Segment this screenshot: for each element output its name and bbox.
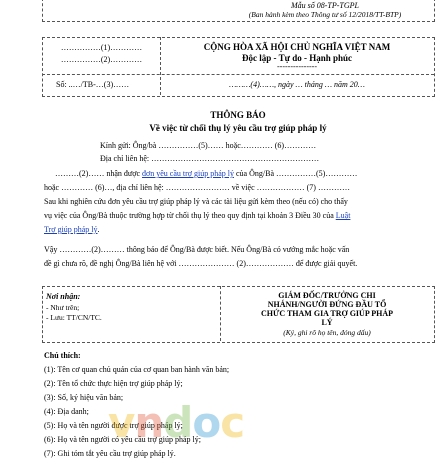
paragraph-1-line-1 [55,169,357,179]
note-item: (1): Tên cơ quan chủ quản của cơ quan ban hành văn bản; [44,365,230,374]
recipients-item-1: - Như trên; [46,303,80,312]
recipients-label: Nơi nhận: [46,292,81,301]
recipients-item-2: - Lưu: TT/CN/TC. [46,313,102,322]
watermark-text [108,398,244,447]
signature-divider [220,286,221,341]
note-item: (3): Số, ký hiệu văn bản; [44,393,124,402]
document-number: Số: ..…/TB-…(3)…… [56,80,130,89]
recipient-line: Kính gửi: Ông/bà ……………(5)…… hoặc………… (6)………… [100,141,317,150]
signer-title-3: CHỨC THAM GIA TRỢ GIÚP PHÁP [260,309,394,318]
address-line: Địa chỉ liên hệ: ……………………………………………………… [100,154,320,163]
form-issued-by: (Ban hành kèm theo Thông tư số 12/2018/TT-BTP) [248,10,402,19]
doc-subtitle: Về việc từ chối thụ lý yêu cầu trợ giúp pháp lý [149,123,327,133]
watermark-letter: n [134,398,164,447]
note-item: (4): Địa danh; [44,407,89,416]
form-number: Mẫu số 08-TP-TGPL [290,1,359,10]
doc-title: THÔNG BÁO [210,110,266,120]
header-agency-2: ……………(2)………… [60,55,143,64]
law-link[interactable]: Luật [335,211,351,220]
paragraph-2-line-2: đề gì chưa rõ, đề nghị Ông/Bà liên hệ với ………………… (2)……………… để được giải quyết. [44,259,358,268]
p1-text-a: ………(2)…… nhận được [55,169,142,178]
p1-line4-text: vụ việc của Ông/Bà thuộc trường hợp từ chối thụ lý theo quy định tại khoản 3 Điều 30 của [44,211,336,220]
note-item: (2): Tên tổ chức thực hiện trợ giúp pháp lý; [44,379,183,388]
paragraph-1-line-2: hoặc ………… (6)…, địa chỉ liên hệ: …………………… về việc ……………… (7) ………… [44,183,350,192]
date-line: ………(4)……, ngày … tháng … năm 20… [229,80,365,89]
note-item: (6): Họ và tên người có yêu cầu trợ giúp pháp lý; [44,435,201,444]
note-item: (7): Ghi tóm tắt yêu cầu trợ giúp pháp lý. [44,449,176,458]
sign-note: (Ký, ghi rõ họ tên, đóng dấu) [283,328,371,337]
signer-title-4: LÝ [321,318,333,327]
motto-rule: --------------- [277,62,317,71]
note-item: (5): Họ và tên người được trợ giúp pháp lý; [44,421,183,430]
vndoc-watermark-logo [108,398,244,447]
law-link-continued[interactable]: Trợ giúp pháp lý [44,225,98,234]
watermark-letter: v [108,398,135,447]
paragraph-2-line-1: Vậy …………(2)……… thông báo để Ông/Bà được biết. Nếu Ông/Bà có vướng mắc hoặc vấn [44,245,350,254]
paragraph-1-line-4 [44,211,350,221]
paragraph-1-line-3: Sau khi nghiên cứu đơn yêu cầu trợ giúp pháp lý và các tài liệu gửi kèm theo (nếu có) cho thấy [44,197,348,206]
p1-line5-end: . [97,225,100,234]
header-rule [42,74,434,75]
request-form-link[interactable]: đơn yêu cầu trợ giúp pháp lý [142,169,234,178]
motto: Độc lập - Tự do - Hạnh phúc [241,53,352,63]
p1-text-b: của Ông/Bà ……………(5)………… [234,169,358,178]
watermark-letter: o [192,398,221,447]
paragraph-1-line-5 [44,225,100,235]
watermark-letter: d [163,398,193,447]
signer-title-2: NHÁNH/NGƯỜI ĐỨNG ĐẦU TỔ [267,300,387,309]
signer-title-1: GIÁM ĐỐC/TRƯỞNG CHI [278,291,376,300]
watermark-letter: c [220,398,245,447]
country-name: CỘNG HÒA XÃ HỘI CHỦ NGHĨA VIỆT NAM [203,42,391,52]
header-agency-1: ……………(1)………… [60,43,143,52]
notes-heading: Chú thích: [44,351,81,360]
